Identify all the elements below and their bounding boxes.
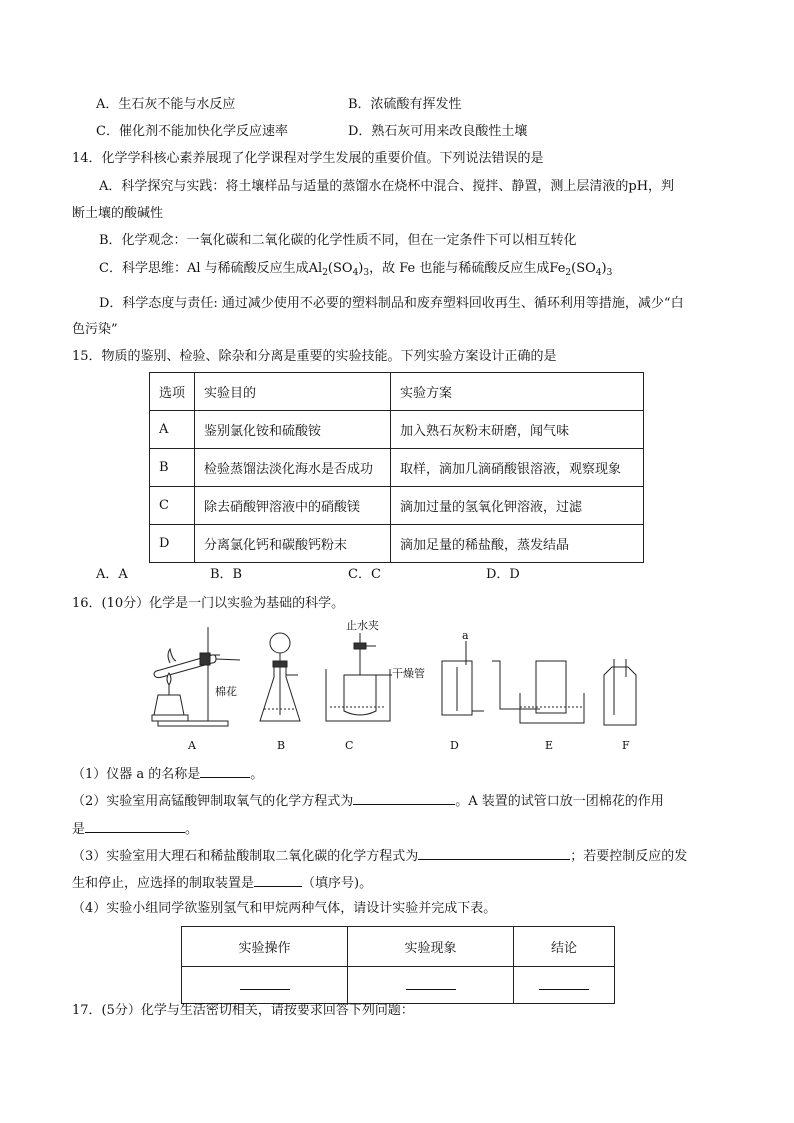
label-apparatus-a: A — [188, 739, 196, 752]
q14-stem: 14．化学学科核心素养展现了化学课程对学生发展的重要价值。下列说法错误的是 — [72, 151, 544, 166]
q14-option-c-text1: C．科学思维：Al 与稀硫酸反应生成 — [99, 261, 309, 276]
apparatus-figure — [140, 615, 660, 755]
answer-blank[interactable] — [406, 977, 456, 990]
table-header-row — [182, 927, 615, 967]
label-a: a — [462, 629, 469, 642]
q16-stem: 16．(10分）化学是一门以实验为基础的科学。 — [72, 596, 345, 611]
q13-option-c: C．催化剂不能加快化学反应速率 — [96, 124, 288, 139]
apparatus-a — [152, 627, 240, 752]
table-header-cell: 实验目的 — [195, 373, 391, 411]
table-row — [150, 411, 644, 449]
table-cell — [514, 967, 615, 1004]
table-cell: D — [150, 525, 195, 563]
label-apparatus-b: B — [277, 739, 286, 752]
answer-blank[interactable] — [353, 792, 455, 805]
label-apparatus-f: F — [622, 739, 630, 752]
q15-answer-d: D．D — [486, 567, 520, 582]
q16-part1: （1）仪器 a 的名称是 。 — [72, 767, 264, 782]
table-cell: 滴加过量的氢氧化钾溶液，过滤 — [391, 487, 644, 525]
label-cotton: 棉花 — [215, 685, 237, 698]
q14-option-c — [99, 261, 612, 281]
label-apparatus-c: C — [345, 739, 354, 752]
q15-answer-a: A．A — [96, 567, 128, 582]
q15-answer-b: B．B — [210, 567, 243, 582]
label-apparatus-d: D — [450, 739, 459, 752]
apparatus-c — [326, 618, 425, 752]
q13-option-d: D．熟石灰可用来改良酸性土壤 — [348, 124, 528, 139]
table-row — [150, 449, 644, 487]
q16-part2-cont: 是 。 — [72, 822, 199, 837]
label-drying-tube: 干燥管 — [392, 667, 425, 680]
table-cell: 除去硝酸钾溶液中的硝酸镁 — [195, 487, 391, 525]
apparatus-d — [442, 629, 484, 752]
answer-blank[interactable] — [539, 977, 589, 990]
table-cell: 加入熟石灰粉末研磨，闻气味 — [391, 411, 644, 449]
q14-option-d-line1: D．科学态度与责任: 通过减少使用不必要的塑料制品和废弃塑料回收再生、循环利用等措施，减少“白 — [99, 296, 684, 311]
table-cell — [182, 967, 348, 1004]
apparatus-b — [260, 633, 300, 752]
q14-option-a-line1: A．科学探究与实践：将土壤样品与适量的蒸馏水在烧杯中混合、搅拌、静置，测上层清液的pH，判 — [99, 179, 675, 194]
q13-option-a: A．生石灰不能与水反应 — [96, 97, 236, 112]
q15-table — [149, 372, 644, 563]
q14-option-b: B．化学观念：一氧化碳和二氧化碳的化学性质不同，但在一定条件下可以相互转化 — [99, 233, 577, 248]
answer-blank[interactable] — [254, 874, 302, 887]
table-cell: B — [150, 449, 195, 487]
table-header-cell: 选项 — [150, 373, 195, 411]
q16-part4: （4）实验小组同学欲鉴别氢气和甲烷两种气体，请设计实验并完成下表。 — [72, 901, 497, 916]
answer-blank[interactable] — [85, 820, 185, 833]
table-cell: 滴加足量的稀盐酸，蒸发结晶 — [391, 525, 644, 563]
table-cell: 鉴别氯化铵和硫酸铵 — [195, 411, 391, 449]
q14-option-a-line2: 断土壤的酸碱性 — [72, 206, 164, 221]
apparatus-e — [492, 661, 584, 752]
table-header-cell: 实验操作 — [182, 927, 348, 967]
q15-stem: 15．物质的鉴别、检验、除杂和分离是重要的实验技能。下列实验方案设计正确的是 — [72, 349, 557, 364]
q17-stem: 17．(5分）化学与生活密切相关，请按要求回答下列问题： — [72, 1003, 414, 1018]
q15-answer-c: C．C — [348, 567, 381, 582]
q13-option-b: B．浓硫酸有挥发性 — [348, 97, 462, 112]
table-header-cell: 结论 — [514, 927, 615, 967]
table-cell: 分离氯化钙和碳酸钙粉末 — [195, 525, 391, 563]
table-cell: C — [150, 487, 195, 525]
table-row — [150, 487, 644, 525]
table-header-cell: 实验方案 — [391, 373, 644, 411]
q14-option-c-text2: ，故 Fe 也能与稀硫酸反应生成 — [369, 261, 550, 276]
label-apparatus-e: E — [545, 739, 554, 752]
q14-formula-al2so43: $Al_2(SO_4)_3$ — [308, 261, 370, 278]
q16-table — [181, 926, 615, 1004]
table-cell: 检验蒸馏法淡化海水是否成功 — [195, 449, 391, 487]
q16-part3-cont: 生和停止，应选择的制取装置是 （填序号)。 — [72, 876, 373, 891]
table-cell: 取样，滴加几滴硝酸银溶液，观察现象 — [391, 449, 644, 487]
answer-blank[interactable] — [200, 765, 250, 778]
table-header-row — [150, 373, 644, 411]
q14-option-d-line2: 色污染” — [72, 322, 118, 337]
q16-part3: （3）实验室用大理石和稀盐酸制取二氧化碳的化学方程式为 ；若要控制反应的发 — [72, 849, 688, 864]
table-row — [182, 967, 615, 1004]
apparatus-f — [604, 659, 636, 752]
table-header-cell: 实验现象 — [348, 927, 514, 967]
q14-formula-fe2so43: $Fe_2(SO_4)_3$ — [549, 261, 613, 278]
answer-blank[interactable] — [418, 847, 570, 860]
table-cell — [348, 967, 514, 1004]
answer-blank[interactable] — [240, 977, 290, 990]
label-clamp: 止水夹 — [346, 619, 379, 632]
q16-part2: （2）实验室用高锰酸钾制取氧气的化学方程式为 。A 装置的试管口放一团棉花的作用 — [72, 794, 664, 809]
table-row — [150, 525, 644, 563]
table-cell: A — [150, 411, 195, 449]
